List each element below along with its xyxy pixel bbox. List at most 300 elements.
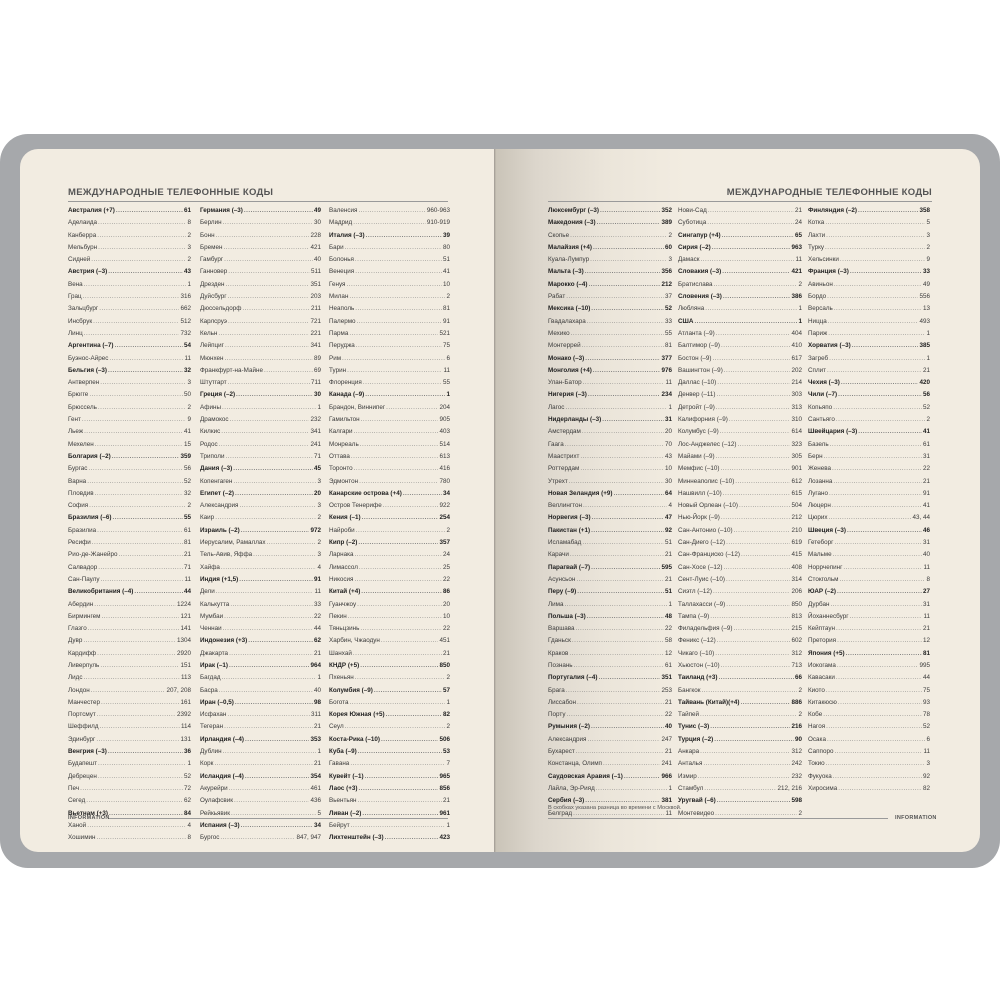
entry-name: Словакия (–3) bbox=[678, 268, 722, 276]
entry-code: 813 bbox=[791, 612, 802, 620]
city-entry bbox=[548, 758, 672, 770]
entry-code: 212, 216 bbox=[777, 784, 802, 792]
entry-code: 1 bbox=[446, 821, 450, 829]
dot-leader bbox=[264, 365, 313, 377]
entry-name: Турку bbox=[808, 243, 825, 251]
dot-leader bbox=[705, 303, 797, 315]
entry-name: Абердин bbox=[68, 600, 94, 608]
entry-code: 51 bbox=[442, 256, 450, 264]
dot-leader bbox=[222, 672, 317, 684]
city-entry bbox=[808, 476, 930, 488]
city-entry bbox=[68, 623, 191, 635]
city-entry bbox=[678, 746, 802, 758]
entry-code: 7 bbox=[446, 760, 450, 768]
country-entry bbox=[200, 389, 321, 401]
dot-leader bbox=[83, 291, 180, 303]
city-entry bbox=[548, 783, 672, 795]
entry-code: 4 bbox=[668, 502, 672, 510]
dot-leader bbox=[574, 660, 664, 672]
dot-leader bbox=[351, 451, 439, 463]
country-entry bbox=[200, 525, 321, 537]
city-entry bbox=[808, 709, 930, 721]
entry-name: Карлсруэ bbox=[200, 317, 228, 325]
dot-leader bbox=[267, 537, 317, 549]
dot-leader bbox=[356, 525, 446, 537]
entry-code: 57 bbox=[442, 686, 450, 694]
country-entry bbox=[548, 672, 672, 684]
entry-code: 21 bbox=[922, 625, 930, 633]
entry-name: Нагоя bbox=[808, 723, 826, 731]
entry-code: 850 bbox=[439, 661, 450, 669]
entry-name: Лозанна bbox=[808, 477, 833, 485]
dot-leader bbox=[834, 303, 922, 315]
entry-code: 420 bbox=[919, 379, 930, 387]
dot-leader bbox=[349, 291, 445, 303]
dot-leader bbox=[719, 672, 794, 684]
dot-leader bbox=[717, 389, 791, 401]
dot-leader bbox=[717, 377, 790, 389]
city-entry bbox=[329, 500, 450, 512]
country-entry bbox=[808, 426, 930, 438]
city-entry bbox=[329, 525, 450, 537]
entry-name: Амстердам bbox=[548, 428, 581, 436]
entry-name: Венгрия (–3) bbox=[68, 748, 107, 756]
dot-leader bbox=[253, 549, 316, 561]
dot-leader bbox=[837, 660, 919, 672]
codes-column-2 bbox=[200, 205, 321, 844]
city-entry bbox=[68, 648, 191, 660]
dot-leader bbox=[592, 512, 664, 524]
entry-code: 232 bbox=[791, 772, 802, 780]
entry-code: 50 bbox=[183, 391, 191, 399]
country-entry bbox=[678, 672, 802, 684]
entry-name: Кувейт (–1) bbox=[329, 772, 364, 780]
entry-name: Манчестер bbox=[68, 698, 101, 706]
city-entry bbox=[548, 439, 672, 451]
city-entry bbox=[68, 291, 191, 303]
city-entry bbox=[329, 574, 450, 586]
country-entry bbox=[548, 303, 672, 315]
entry-name: Монголия (+4) bbox=[548, 366, 592, 374]
dot-leader bbox=[593, 365, 661, 377]
entry-name: Калгари bbox=[329, 428, 353, 436]
entry-code: 2 bbox=[187, 256, 191, 264]
entry-name: Нови-Сад bbox=[678, 207, 707, 214]
entry-code: 61 bbox=[922, 440, 930, 448]
entry-name: Лугано bbox=[808, 489, 828, 497]
dot-leader bbox=[828, 316, 919, 328]
entry-name: Марокко (–4) bbox=[548, 280, 588, 288]
dot-leader bbox=[589, 279, 661, 291]
entry-name: Дюссельдорф bbox=[200, 305, 242, 313]
city-entry bbox=[200, 611, 321, 623]
dot-leader bbox=[225, 340, 310, 352]
city-entry bbox=[808, 697, 930, 709]
dot-leader bbox=[580, 451, 664, 463]
city-entry bbox=[548, 709, 672, 721]
entry-name: Суботица bbox=[678, 219, 707, 227]
entry-code: 10 bbox=[664, 465, 672, 473]
city-entry bbox=[68, 721, 191, 733]
dot-leader bbox=[600, 205, 660, 217]
city-entry bbox=[678, 353, 802, 365]
city-entry bbox=[678, 303, 802, 315]
entry-name: София bbox=[68, 502, 89, 510]
dot-leader bbox=[722, 230, 794, 242]
entry-code: 11 bbox=[923, 563, 930, 571]
city-entry bbox=[200, 340, 321, 352]
city-entry bbox=[808, 512, 930, 524]
country-entry bbox=[68, 586, 191, 598]
city-entry bbox=[200, 795, 321, 807]
city-entry bbox=[68, 697, 191, 709]
entry-name: Корея Южная (+5) bbox=[329, 711, 385, 719]
entry-code: 56 bbox=[922, 391, 930, 399]
dot-leader bbox=[358, 537, 438, 549]
entry-name: Словения (–3) bbox=[678, 293, 722, 301]
city-entry bbox=[678, 648, 802, 660]
city-entry bbox=[200, 279, 321, 291]
entry-name: Аргентина (–7) bbox=[68, 342, 114, 350]
city-entry bbox=[68, 525, 191, 537]
dot-leader bbox=[134, 586, 183, 598]
country-entry bbox=[200, 488, 321, 500]
entry-name: Гамильтон bbox=[329, 416, 360, 424]
city-entry bbox=[68, 771, 191, 783]
entry-code: 113 bbox=[180, 674, 191, 682]
entry-name: Оулафсвик bbox=[200, 797, 234, 805]
country-entry bbox=[68, 746, 191, 758]
entry-name: Нидерланды (–3) bbox=[548, 416, 602, 424]
city-entry bbox=[678, 758, 802, 770]
entry-name: Исландия (–4) bbox=[200, 772, 244, 780]
dot-leader bbox=[355, 303, 442, 315]
city-entry bbox=[548, 377, 672, 389]
entry-name: Остров Тенерифе bbox=[329, 502, 382, 510]
entry-name: Миннеаполис (–10) bbox=[678, 477, 735, 485]
entry-code: 39 bbox=[442, 231, 450, 239]
dot-leader bbox=[717, 795, 791, 807]
entry-code: 3 bbox=[187, 243, 191, 251]
entry-code: 90 bbox=[794, 735, 802, 743]
entry-code: 241 bbox=[661, 760, 672, 768]
entry-name: Канберра bbox=[68, 231, 97, 239]
entry-name: Бухарест bbox=[548, 748, 575, 756]
entry-name: Турин bbox=[329, 366, 347, 374]
entry-code: 32 bbox=[183, 489, 191, 497]
dot-leader bbox=[229, 648, 313, 660]
entry-code: 234 bbox=[661, 391, 672, 399]
entry-code: 204 bbox=[439, 403, 450, 411]
entry-name: Ченнаи bbox=[200, 625, 222, 633]
country-entry bbox=[678, 242, 802, 254]
dot-leader bbox=[365, 771, 439, 783]
entry-name: Болонья bbox=[329, 256, 354, 264]
entry-name: Кельн bbox=[200, 329, 218, 337]
city-entry bbox=[329, 291, 450, 303]
country-entry bbox=[548, 721, 672, 733]
entry-name: Бургас bbox=[68, 465, 88, 473]
dot-leader bbox=[363, 377, 442, 389]
entry-code: 711 bbox=[310, 379, 321, 387]
entry-code: 341 bbox=[310, 342, 321, 350]
entry-name: Калькутта bbox=[200, 600, 230, 608]
entry-name: Австралия (+7) bbox=[68, 207, 115, 214]
dot-leader bbox=[97, 230, 186, 242]
entry-code: 21 bbox=[442, 649, 450, 657]
dot-leader bbox=[858, 205, 918, 217]
city-entry bbox=[548, 230, 672, 242]
entry-name: Париж bbox=[808, 329, 828, 337]
entry-name: Перуджа bbox=[329, 342, 355, 350]
dot-leader bbox=[97, 832, 187, 844]
dot-leader bbox=[834, 746, 922, 758]
city-entry bbox=[678, 549, 802, 561]
dot-leader bbox=[850, 611, 923, 623]
entry-code: 31 bbox=[922, 452, 930, 460]
city-entry bbox=[678, 476, 802, 488]
entry-name: Хайфа bbox=[200, 563, 220, 571]
dot-leader bbox=[87, 476, 183, 488]
city-entry bbox=[68, 414, 191, 426]
entry-code: 40 bbox=[313, 256, 321, 264]
dot-leader bbox=[342, 353, 445, 365]
dot-leader bbox=[566, 685, 661, 697]
entry-code: 33 bbox=[313, 600, 321, 608]
entry-code: 49 bbox=[922, 280, 930, 288]
dot-leader bbox=[735, 476, 790, 488]
entry-name: Гвадалахара bbox=[548, 317, 586, 325]
entry-name: Корк bbox=[200, 760, 214, 768]
entry-code: 493 bbox=[919, 317, 930, 325]
city-entry bbox=[329, 623, 450, 635]
entry-name: Сент-Луис (–10) bbox=[678, 575, 725, 583]
entry-code: 21 bbox=[313, 760, 321, 768]
entry-code: 6 bbox=[926, 735, 930, 743]
entry-name: Кипр (–2) bbox=[329, 539, 358, 547]
entry-code: 44 bbox=[922, 674, 930, 682]
city-entry bbox=[200, 365, 321, 377]
city-entry bbox=[808, 242, 930, 254]
country-entry bbox=[808, 340, 930, 352]
country-entry bbox=[548, 525, 672, 537]
entry-name: Шанхай bbox=[329, 649, 352, 657]
city-entry bbox=[68, 353, 191, 365]
entry-name: Женева bbox=[808, 465, 831, 473]
entry-code: 247 bbox=[661, 735, 672, 743]
entry-code: 48 bbox=[664, 612, 672, 620]
entry-name: Копьяпо bbox=[808, 403, 833, 411]
dot-leader bbox=[83, 635, 176, 647]
dot-leader bbox=[97, 648, 176, 660]
entry-name: Осака bbox=[808, 735, 826, 743]
dot-leader bbox=[227, 709, 310, 721]
entry-code: 21 bbox=[664, 698, 672, 706]
entry-name: Веллингтон bbox=[548, 502, 582, 510]
entry-name: Вьентьян bbox=[329, 797, 357, 805]
entry-code: 151 bbox=[180, 661, 191, 669]
city-entry bbox=[68, 660, 191, 672]
dot-leader bbox=[116, 205, 183, 217]
city-entry bbox=[678, 685, 802, 697]
entry-code: 8 bbox=[926, 575, 930, 583]
entry-name: Исламабад bbox=[548, 539, 582, 547]
entry-name: Анкара bbox=[678, 748, 700, 756]
entry-code: 36 bbox=[183, 748, 191, 756]
country-entry bbox=[329, 586, 450, 598]
country-entry bbox=[329, 734, 450, 746]
entry-name: Дели bbox=[200, 588, 215, 596]
city-entry bbox=[808, 402, 930, 414]
entry-code: 352 bbox=[661, 207, 672, 214]
entry-code: 30 bbox=[313, 219, 321, 227]
entry-name: Хиросима bbox=[808, 784, 838, 792]
dot-leader bbox=[99, 303, 179, 315]
entry-code: 52 bbox=[664, 305, 672, 313]
codes-column-6 bbox=[808, 205, 930, 795]
dot-leader bbox=[353, 648, 442, 660]
entry-code: 51 bbox=[664, 539, 672, 547]
entry-code: 214 bbox=[791, 379, 802, 387]
dot-leader bbox=[89, 389, 183, 401]
entry-name: Иокогама bbox=[808, 661, 836, 669]
entry-name: Вена bbox=[68, 280, 83, 288]
entry-name: Александрия bbox=[200, 502, 239, 510]
entry-name: Исфахан bbox=[200, 711, 227, 719]
entry-name: Малайзия (+4) bbox=[548, 243, 592, 251]
entry-code: 228 bbox=[310, 231, 321, 239]
city-entry bbox=[200, 328, 321, 340]
dot-leader bbox=[569, 476, 664, 488]
dot-leader bbox=[358, 746, 442, 758]
dot-leader bbox=[96, 734, 179, 746]
dot-leader bbox=[591, 303, 664, 315]
entry-name: Измир bbox=[678, 772, 697, 780]
entry-code: 98 bbox=[313, 698, 321, 706]
dot-leader bbox=[93, 316, 179, 328]
dot-leader bbox=[230, 414, 310, 426]
dot-leader bbox=[108, 266, 183, 278]
dot-leader bbox=[98, 758, 187, 770]
entry-name: Милан bbox=[329, 293, 349, 301]
entry-name: Пловдив bbox=[68, 489, 94, 497]
dot-leader bbox=[840, 254, 926, 266]
entry-code: 55 bbox=[442, 379, 450, 387]
city-entry bbox=[200, 230, 321, 242]
entry-code: 780 bbox=[439, 477, 450, 485]
entry-name: Нигерия (–3) bbox=[548, 391, 587, 399]
entry-code: 89 bbox=[313, 354, 321, 362]
entry-name: Дания (–3) bbox=[200, 465, 233, 473]
entry-code: 451 bbox=[439, 637, 450, 645]
entry-code: 512 bbox=[180, 317, 191, 325]
dot-leader bbox=[603, 758, 661, 770]
entry-code: 22 bbox=[313, 612, 321, 620]
entry-name: Загреб bbox=[808, 354, 829, 362]
dot-leader bbox=[86, 795, 183, 807]
entry-name: Чикаго (–10) bbox=[678, 649, 715, 657]
dot-leader bbox=[381, 734, 439, 746]
dot-leader bbox=[829, 512, 912, 524]
entry-code: 43 bbox=[183, 268, 191, 276]
entry-name: Сидней bbox=[68, 256, 91, 264]
city-entry bbox=[678, 783, 802, 795]
entry-name: Линц bbox=[68, 329, 83, 337]
entry-code: 9 bbox=[926, 256, 930, 264]
city-entry bbox=[68, 709, 191, 721]
entry-name: Бостон (–9) bbox=[678, 354, 712, 362]
entry-code: 22 bbox=[442, 575, 450, 583]
entry-name: Оттава bbox=[329, 452, 350, 460]
dot-leader bbox=[230, 599, 313, 611]
dot-leader bbox=[591, 721, 664, 733]
city-entry bbox=[808, 279, 930, 291]
dot-leader bbox=[351, 820, 446, 832]
entry-code: 312 bbox=[791, 748, 802, 756]
city-entry bbox=[548, 635, 672, 647]
entry-code: 121 bbox=[180, 612, 191, 620]
dot-leader bbox=[84, 328, 180, 340]
city-entry bbox=[678, 660, 802, 672]
entry-code: 511 bbox=[310, 268, 321, 276]
country-entry bbox=[548, 611, 672, 623]
entry-code: 2920 bbox=[176, 649, 191, 657]
entry-name: Иерусалим, Рамаллах bbox=[200, 539, 266, 547]
entry-code: 389 bbox=[661, 219, 672, 227]
entry-name: Майами (–9) bbox=[678, 452, 715, 460]
country-entry bbox=[548, 279, 672, 291]
entry-code: 21 bbox=[922, 477, 930, 485]
city-entry bbox=[329, 463, 450, 475]
dot-leader bbox=[726, 574, 791, 586]
entry-name: Саппоро bbox=[808, 748, 834, 756]
entry-name: Стокгольм bbox=[808, 575, 839, 583]
entry-code: 963 bbox=[791, 243, 802, 251]
entry-code: 2 bbox=[446, 526, 450, 534]
country-entry bbox=[548, 217, 672, 229]
entry-code: 131 bbox=[180, 735, 191, 743]
dot-leader bbox=[345, 242, 442, 254]
dot-leader bbox=[599, 672, 661, 684]
dot-leader bbox=[345, 721, 446, 733]
entry-name: Лимассол bbox=[329, 563, 358, 571]
entry-name: Уругвай (–6) bbox=[678, 797, 716, 805]
country-entry bbox=[808, 648, 930, 660]
dot-leader bbox=[242, 303, 310, 315]
dot-leader bbox=[852, 340, 919, 352]
dot-leader bbox=[219, 685, 313, 697]
dot-leader bbox=[723, 488, 791, 500]
dot-leader bbox=[723, 291, 791, 303]
entry-code: 81 bbox=[664, 342, 672, 350]
dot-leader bbox=[355, 672, 446, 684]
entry-name: Богота bbox=[329, 698, 349, 706]
city-entry bbox=[808, 230, 930, 242]
country-entry bbox=[329, 746, 450, 758]
country-entry bbox=[678, 230, 802, 242]
entry-code: 51 bbox=[664, 588, 672, 596]
city-entry bbox=[808, 734, 930, 746]
dot-leader bbox=[823, 709, 922, 721]
entry-name: Рабат bbox=[548, 293, 566, 301]
dot-leader bbox=[223, 746, 317, 758]
entry-code: 311 bbox=[310, 711, 321, 719]
city-entry bbox=[329, 721, 450, 733]
entry-name: Люксембург (–3) bbox=[548, 207, 600, 214]
entry-code: 410 bbox=[791, 342, 802, 350]
dot-leader bbox=[224, 254, 313, 266]
entry-code: 20 bbox=[664, 428, 672, 436]
